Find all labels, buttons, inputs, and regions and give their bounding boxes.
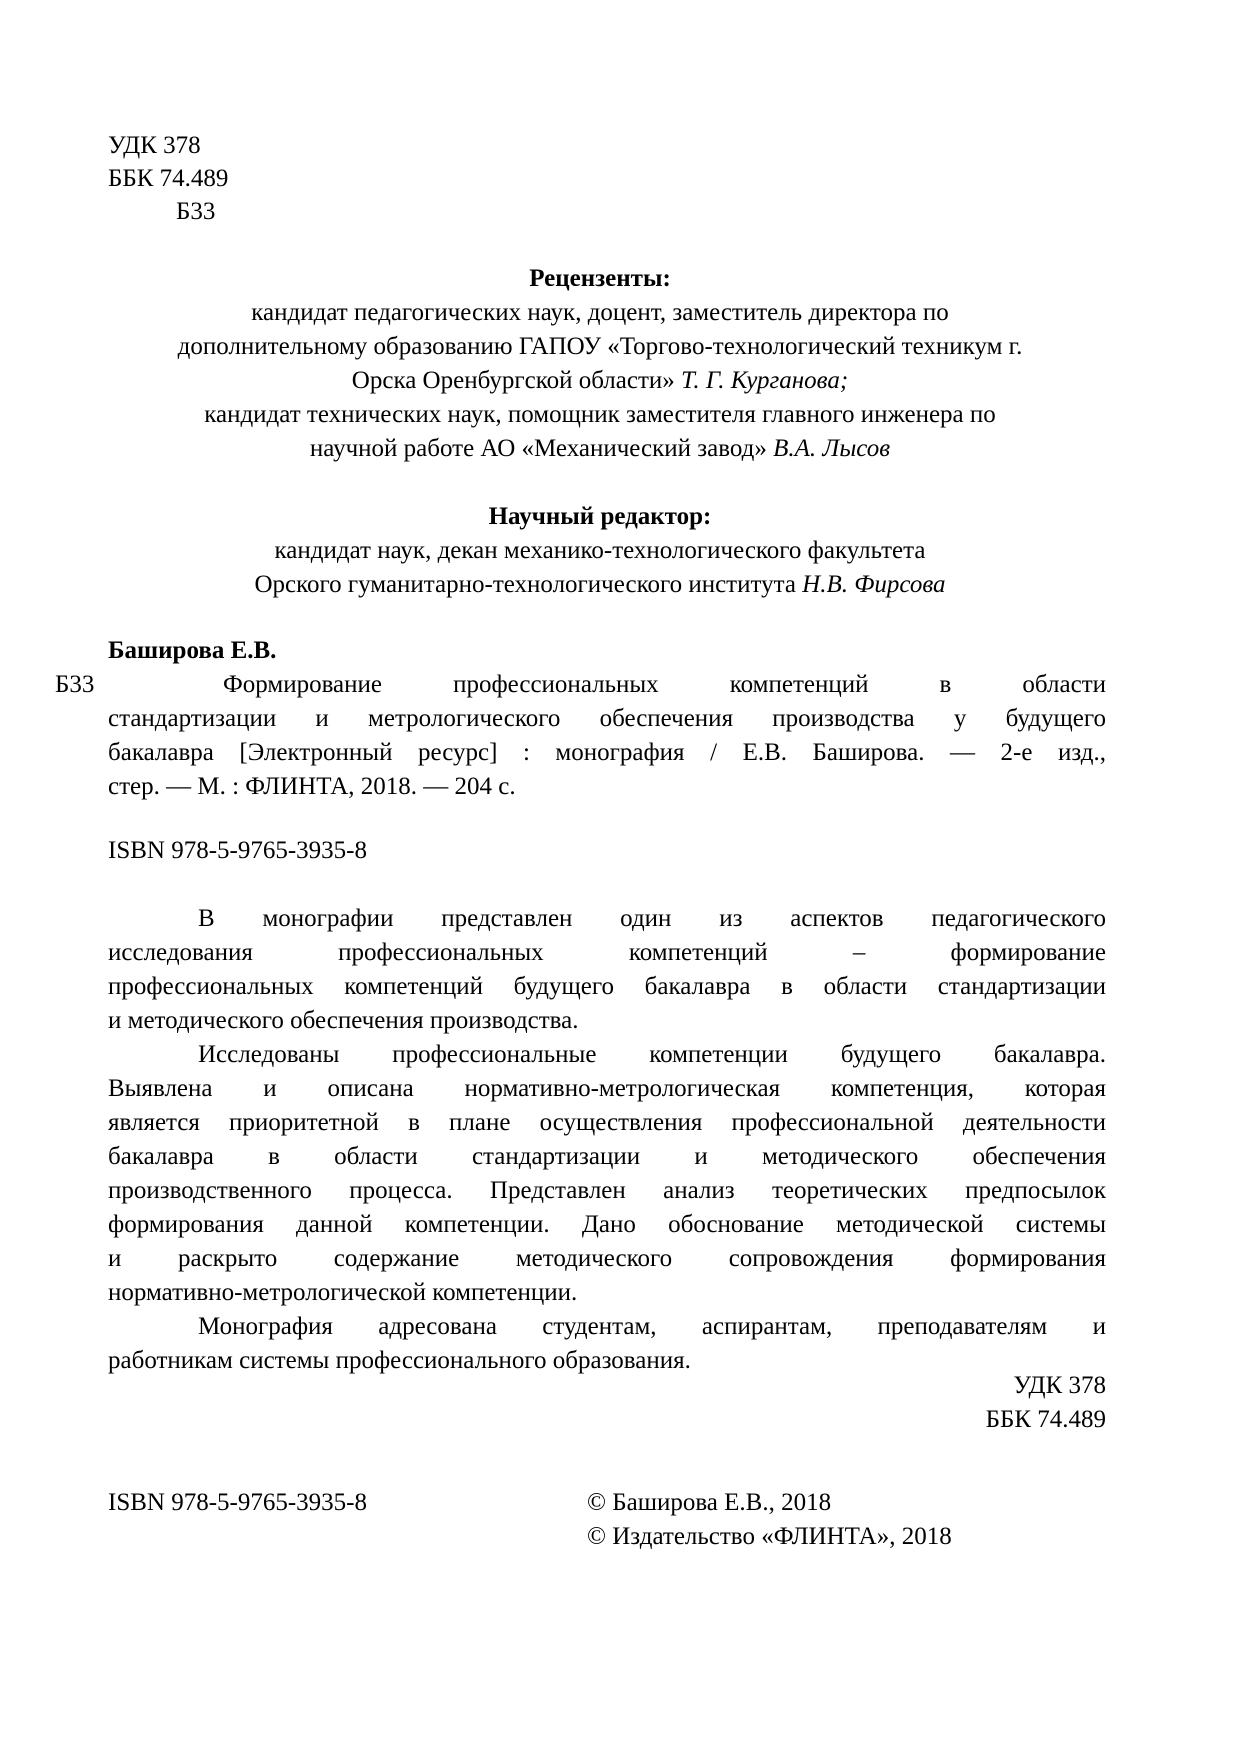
abstract-line: производственного процесса. Представлен анализ теоретических предпосылок xyxy=(108,1177,1106,1204)
isbn-mid: ISBN 978-5-9765-3935-8 xyxy=(108,837,368,864)
reviewers-heading: Рецензенты: xyxy=(529,265,671,292)
abstract xyxy=(108,902,1106,1378)
biblio-line: Формирование профессиональных компетенций в области xyxy=(223,671,1106,698)
abstract-line: бакалавра в области стандартизации и методического обеспечения xyxy=(108,1143,1106,1170)
abstract-line: работникам системы профессионального образования. xyxy=(108,1347,691,1374)
copyright-block xyxy=(587,1486,952,1554)
reviewer1-affiliation: Орска Оренбургской области» xyxy=(351,367,675,394)
udk-code-top: УДК 378 xyxy=(108,132,201,159)
abstract-line: и методического обеспечения производства. xyxy=(108,1007,579,1034)
reviewers-section xyxy=(100,262,1100,466)
reviewers-line: кандидат технических наук, помощник заместителя главного инженера по xyxy=(204,401,996,428)
copyright-author: © Баширова Е.В., 2018 xyxy=(587,1489,832,1516)
abstract-line: Исследованы профессиональные компетенции будущего бакалавра. xyxy=(198,1041,1106,1068)
abstract-line: исследования профессиональных компетенций – формирование xyxy=(108,939,1106,966)
editor-name: Н.В. Фирсова xyxy=(802,571,946,598)
editor-affiliation: Орского гуманитарно-технологического института xyxy=(254,571,796,598)
author-heading: Баширова Е.В. xyxy=(108,637,277,664)
abstract-line: Выявлена и описана нормативно-метрологическая компетенция, которая xyxy=(108,1075,1106,1102)
copyright-publisher: © Издательство «ФЛИНТА», 2018 xyxy=(587,1523,952,1550)
abstract-line: и раскрыто содержание методического сопровождения формирования xyxy=(108,1245,1106,1272)
reviewer2-name: В.А. Лысов xyxy=(773,435,891,462)
isbn-bottom: ISBN 978-5-9765-3935-8 xyxy=(108,1489,368,1516)
author-mark-left: Б33 xyxy=(55,671,95,698)
editor-line xyxy=(100,568,1100,602)
abstract-line: нормативно-метрологической компетенции. xyxy=(108,1279,578,1306)
bbk-code-bottom: ББК 74.489 xyxy=(985,1406,1106,1433)
reviewer2-affiliation: научной работе АО «Механический завод» xyxy=(309,435,767,462)
author-mark-top: Б33 xyxy=(176,198,216,225)
classification-bottom xyxy=(986,1369,1106,1437)
reviewer1-name: Т. Г. Курганова; xyxy=(681,367,849,394)
abstract-line: В монографии представлен один из аспектов педагогического xyxy=(198,905,1106,932)
abstract-line: формирования данной компетенции. Дано обоснование методической системы xyxy=(108,1211,1106,1238)
reviewers-line: дополнительному образованию ГАПОУ «Торгово-технологический техникум г. xyxy=(177,333,1023,360)
editor-line: кандидат наук, декан механико-технологического факультета xyxy=(274,537,926,564)
abstract-line: профессиональных компетенций будущего бакалавра в области стандартизации xyxy=(108,973,1106,1000)
reviewers-line xyxy=(100,364,1100,398)
editor-heading: Научный редактор: xyxy=(488,503,712,530)
udk-code-bottom: УДК 378 xyxy=(1013,1372,1106,1399)
biblio-line: стандартизации и метрологического обеспечения производства у будущего xyxy=(108,705,1106,732)
bibliographic-description xyxy=(108,668,1106,804)
bbk-code-top: ББК 74.489 xyxy=(108,165,229,192)
editor-section xyxy=(100,500,1100,602)
reviewers-line: кандидат педагогических наук, доцент, заместитель директора по xyxy=(251,299,949,326)
biblio-line: стер. — М. : ФЛИНТА, 2018. — 204 с. xyxy=(108,773,516,800)
reviewers-line xyxy=(100,432,1100,466)
biblio-line: бакалавра [Электронный ресурс] : монография / Е.В. Баширова. — 2-е изд., xyxy=(108,739,1106,766)
abstract-line: является приоритетной в плане осуществления профессиональной деятельности xyxy=(108,1109,1106,1136)
abstract-line: Монография адресована студентам, аспирантам, преподавателям и xyxy=(198,1313,1106,1340)
